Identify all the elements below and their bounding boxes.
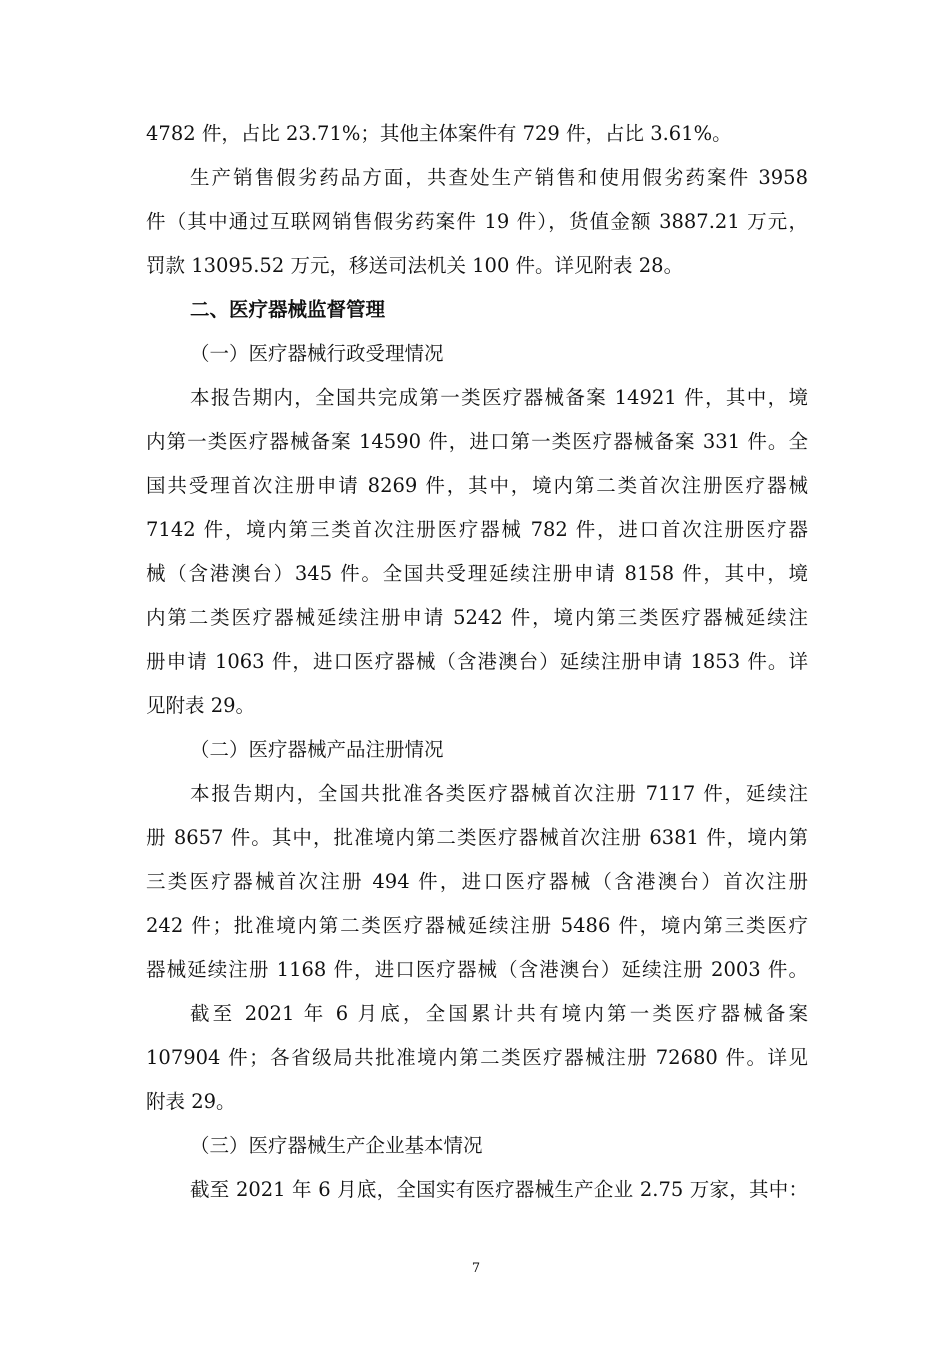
intro-line: 件（其中通过互联网销售假劣药案件 19 件），货值金额 3887.21 万元， [146, 210, 808, 233]
sub1-line: 7142 件，境内第三类首次注册医疗器械 782 件，进口首次注册医疗器 [146, 518, 808, 541]
sub2-line: 册 8657 件。其中，批准境内第二类医疗器械首次注册 6381 件，境内第 [146, 826, 808, 849]
paragraph-block-sub1 [146, 376, 808, 728]
intro-line: 生产销售假劣药品方面，共查处生产销售和使用假劣药案件 3958 [190, 166, 808, 189]
sub2-line: 三类医疗器械首次注册 494 件，进口医疗器械（含港澳台）首次注册 [146, 870, 808, 893]
subsection-title-1: （一）医疗器械行政受理情况 [190, 342, 444, 365]
section-heading: 二、医疗器械监督管理 [190, 298, 386, 321]
sub2-line: 本报告期内，全国共批准各类医疗器械首次注册 7117 件，延续注 [190, 782, 808, 805]
sub2-line: 附表 29。 [146, 1090, 236, 1113]
subsection-title-2: （二）医疗器械产品注册情况 [190, 738, 444, 761]
sub1-line: 册申请 1063 件，进口医疗器械（含港澳台）延续注册申请 1853 件。详 [146, 650, 808, 673]
subsection-title-3: （三）医疗器械生产企业基本情况 [190, 1134, 483, 1157]
sub3-line: 截至 2021 年 6 月底，全国实有医疗器械生产企业 2.75 万家，其中： [190, 1178, 808, 1201]
sub2-line: 107904 件；各省级局共批准境内第二类医疗器械注册 72680 件。详见 [146, 1046, 808, 1069]
sub1-line: 见附表 29。 [146, 694, 256, 717]
document-body [146, 112, 808, 1212]
page-number: 7 [471, 1261, 481, 1276]
sub1-line: 本报告期内，全国共完成第一类医疗器械备案 14921 件，其中，境 [190, 386, 808, 409]
sub2-line: 242 件；批准境内第二类医疗器械延续注册 5486 件，境内第三类医疗 [146, 914, 808, 937]
sub2-line: 器械延续注册 1168 件，进口医疗器械（含港澳台）延续注册 2003 件。 [146, 958, 808, 981]
paragraph-block-intro [146, 112, 808, 288]
paragraph-block-sub3 [146, 1168, 808, 1212]
paragraph-block-sub2 [146, 772, 808, 1124]
sub2-line: 截至 2021 年 6 月底，全国累计共有境内第一类医疗器械备案 [190, 1002, 808, 1025]
sub1-line: 械（含港澳台）345 件。全国共受理延续注册申请 8158 件，其中，境 [146, 562, 808, 585]
intro-line: 罚款 13095.52 万元，移送司法机关 100 件。详见附表 28。 [146, 254, 684, 277]
sub1-line: 内第一类医疗器械备案 14590 件，进口第一类医疗器械备案 331 件。全 [146, 430, 808, 453]
sub1-line: 内第二类医疗器械延续注册申请 5242 件，境内第三类医疗器械延续注 [146, 606, 808, 629]
sub1-line: 国共受理首次注册申请 8269 件，其中，境内第二类首次注册医疗器械 [146, 474, 808, 497]
intro-line: 4782 件，占比 23.71%；其他主体案件有 729 件，占比 3.61%。 [146, 122, 732, 145]
